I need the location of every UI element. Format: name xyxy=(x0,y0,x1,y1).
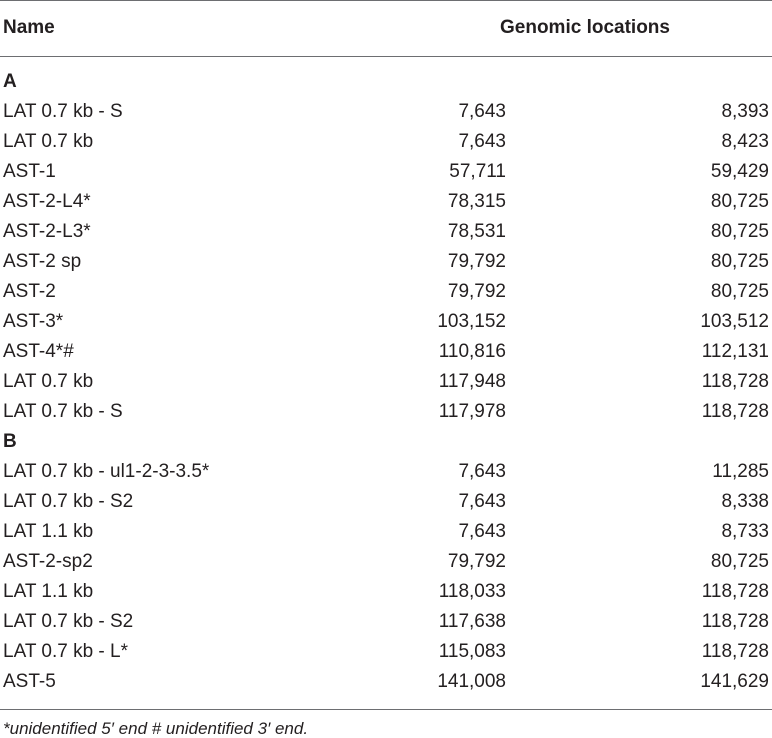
row-start-location: 141,008 xyxy=(437,671,506,692)
row-end-location: 118,728 xyxy=(701,401,769,422)
row-name: AST-3* xyxy=(3,311,64,332)
row-start-location: 110,816 xyxy=(438,341,506,362)
row-name: LAT 0.7 kb xyxy=(3,131,94,152)
table-row xyxy=(0,127,772,157)
row-end-location: 80,725 xyxy=(710,281,769,302)
row-start-location: 7,643 xyxy=(458,521,506,542)
row-name: AST-4*# xyxy=(3,341,74,362)
table-row xyxy=(0,457,772,487)
row-start-location: 117,638 xyxy=(438,611,506,632)
row-start-location: 57,711 xyxy=(449,161,506,182)
row-start-location: 117,948 xyxy=(438,371,506,392)
row-name: LAT 0.7 kb - S2 xyxy=(3,611,134,632)
row-start-location: 7,643 xyxy=(458,131,506,152)
row-name: AST-1 xyxy=(3,161,56,182)
row-start-location: 79,792 xyxy=(447,251,506,272)
row-name: LAT 1.1 kb xyxy=(3,581,94,602)
header-rule xyxy=(0,56,772,57)
table-row xyxy=(0,367,772,397)
row-name: AST-2 xyxy=(3,281,56,302)
row-name: AST-2 sp xyxy=(3,251,82,272)
row-start-location: 7,643 xyxy=(458,491,506,512)
table-row xyxy=(0,637,772,667)
row-end-location: 80,725 xyxy=(710,551,769,572)
table-row xyxy=(0,607,772,637)
row-start-location: 118,033 xyxy=(438,581,506,602)
table-row xyxy=(0,547,772,577)
row-start-location: 7,643 xyxy=(458,101,506,122)
table-row xyxy=(0,517,772,547)
table-top-rule xyxy=(0,0,772,1)
table-row xyxy=(0,337,772,367)
row-start-location: 103,152 xyxy=(437,311,506,332)
table-bottom-rule xyxy=(0,709,772,710)
row-name: LAT 0.7 kb - L* xyxy=(3,641,128,662)
table-row xyxy=(0,97,772,127)
row-end-location: 80,725 xyxy=(710,191,769,212)
row-start-location: 7,643 xyxy=(458,461,506,482)
table-row xyxy=(0,487,772,517)
table-row xyxy=(0,397,772,427)
row-end-location: 112,131 xyxy=(701,341,769,362)
table-row xyxy=(0,157,772,187)
section-label: B xyxy=(3,431,17,452)
table-row xyxy=(0,217,772,247)
column-header-genomic-locations: Genomic locations xyxy=(500,17,670,38)
row-name: LAT 1.1 kb xyxy=(3,521,94,542)
table-row xyxy=(0,667,772,697)
row-name: AST-2-L4* xyxy=(3,191,91,212)
row-start-location: 78,315 xyxy=(447,191,506,212)
row-end-location: 118,728 xyxy=(701,641,769,662)
row-name: AST-2-sp2 xyxy=(3,551,93,572)
row-start-location: 117,978 xyxy=(438,401,506,422)
row-start-location: 79,792 xyxy=(447,281,506,302)
row-name: AST-5 xyxy=(3,671,56,692)
row-end-location: 11,285 xyxy=(712,461,769,482)
table-row xyxy=(0,577,772,607)
row-end-location: 80,725 xyxy=(710,251,769,272)
row-end-location: 118,728 xyxy=(701,611,769,632)
row-end-location: 8,423 xyxy=(721,131,769,152)
section-label: A xyxy=(3,71,17,92)
row-end-location: 103,512 xyxy=(700,311,769,332)
row-name: LAT 0.7 kb - S xyxy=(3,401,123,422)
row-name: AST-2-L3* xyxy=(3,221,91,242)
row-end-location: 8,338 xyxy=(721,491,769,512)
row-name: LAT 0.7 kb xyxy=(3,371,94,392)
row-end-location: 8,733 xyxy=(721,521,769,542)
row-end-location: 118,728 xyxy=(701,581,769,602)
row-end-location: 59,429 xyxy=(710,161,769,182)
row-end-location: 141,629 xyxy=(700,671,769,692)
row-name: LAT 0.7 kb - ul1-2-3-3.5* xyxy=(3,461,210,482)
table-row xyxy=(0,307,772,337)
table-row xyxy=(0,277,772,307)
table-footnote: *unidentified 5′ end # unidentified 3′ end. xyxy=(3,719,309,738)
table-row xyxy=(0,247,772,277)
table-row xyxy=(0,187,772,217)
row-end-location: 8,393 xyxy=(721,101,769,122)
row-end-location: 118,728 xyxy=(701,371,769,392)
row-name: LAT 0.7 kb - S xyxy=(3,101,123,122)
row-start-location: 115,083 xyxy=(438,641,506,662)
row-name: LAT 0.7 kb - S2 xyxy=(3,491,134,512)
row-start-location: 79,792 xyxy=(447,551,506,572)
row-start-location: 78,531 xyxy=(447,221,506,242)
column-header-name: Name xyxy=(3,17,55,38)
row-end-location: 80,725 xyxy=(710,221,769,242)
